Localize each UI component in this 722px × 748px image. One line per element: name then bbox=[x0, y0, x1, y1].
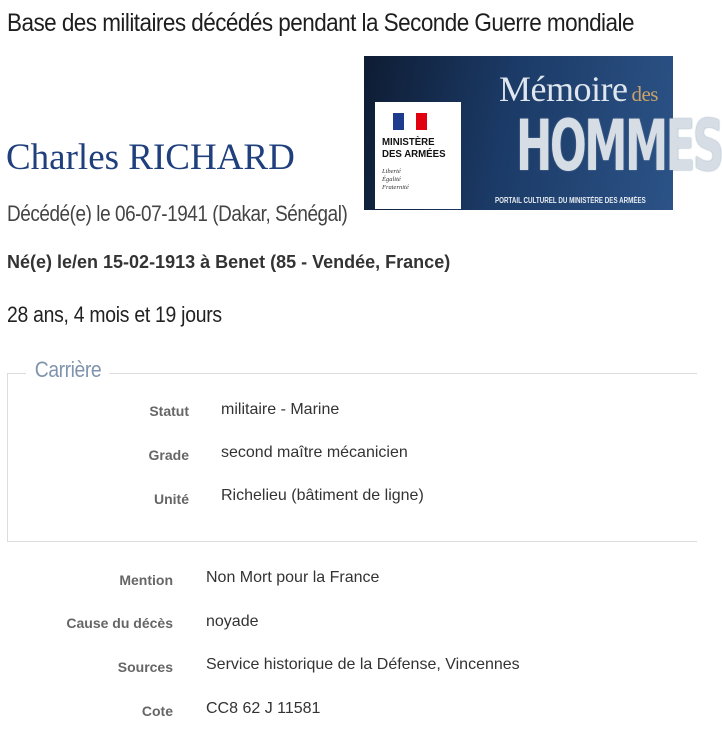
ministry-line-1: MINISTÈRE bbox=[382, 136, 435, 148]
cause-label: Cause du décès bbox=[66, 615, 173, 631]
brand-memoire-text: Mémoire bbox=[499, 69, 628, 109]
motto-liberte: Liberté bbox=[382, 168, 401, 175]
motto-egalite: Égalité bbox=[382, 176, 401, 183]
memoire-des-hommes-banner[interactable] bbox=[364, 56, 722, 210]
cote-value: CC8 62 J 11581 bbox=[206, 700, 321, 717]
ministry-line-2: DES ARMÉES bbox=[382, 148, 446, 160]
mention-value: Non Mort pour la France bbox=[206, 569, 380, 586]
french-flag-icon bbox=[393, 113, 427, 130]
brand-tagline: PORTAIL CULTUREL DU MINISTÈRE DES ARMÉES bbox=[495, 196, 646, 205]
ministry-name bbox=[382, 136, 446, 160]
cote-label: Cote bbox=[141, 703, 173, 719]
ministry-logo-card bbox=[375, 102, 461, 209]
sources-value: Service historique de la Défense, Vincennes bbox=[206, 656, 520, 673]
statut-label: Statut bbox=[149, 403, 189, 419]
death-info: Décédé(e) le 06-07-1941 (Dakar, Sénégal) bbox=[7, 201, 348, 226]
sources-label: Sources bbox=[117, 659, 173, 675]
grade-label: Grade bbox=[148, 447, 189, 463]
brand-memoire bbox=[499, 68, 658, 110]
motto-fraternite: Fraternité bbox=[382, 184, 409, 191]
unite-value: Richelieu (bâtiment de ligne) bbox=[221, 487, 424, 504]
ministry-motto bbox=[382, 168, 409, 192]
birth-info: Né(e) le/en 15-02-1913 à Benet (85 - Vendée, France) bbox=[7, 252, 451, 272]
brand-des-text: des bbox=[631, 82, 658, 106]
cause-value: noyade bbox=[206, 613, 259, 630]
mention-label: Mention bbox=[119, 572, 173, 588]
page-title: Base des militaires décédés pendant la Seconde Guerre mondiale bbox=[7, 9, 634, 37]
age-at-death: 28 ans, 4 mois et 19 jours bbox=[7, 302, 222, 327]
grade-value: second maître mécanicien bbox=[221, 444, 408, 461]
brand-hommes: HOMMES bbox=[516, 105, 722, 187]
unite-label: Unité bbox=[154, 491, 189, 507]
statut-value: militaire - Marine bbox=[221, 401, 340, 418]
person-name: Charles RICHARD bbox=[6, 137, 295, 178]
carriere-legend: Carrière bbox=[26, 357, 110, 383]
